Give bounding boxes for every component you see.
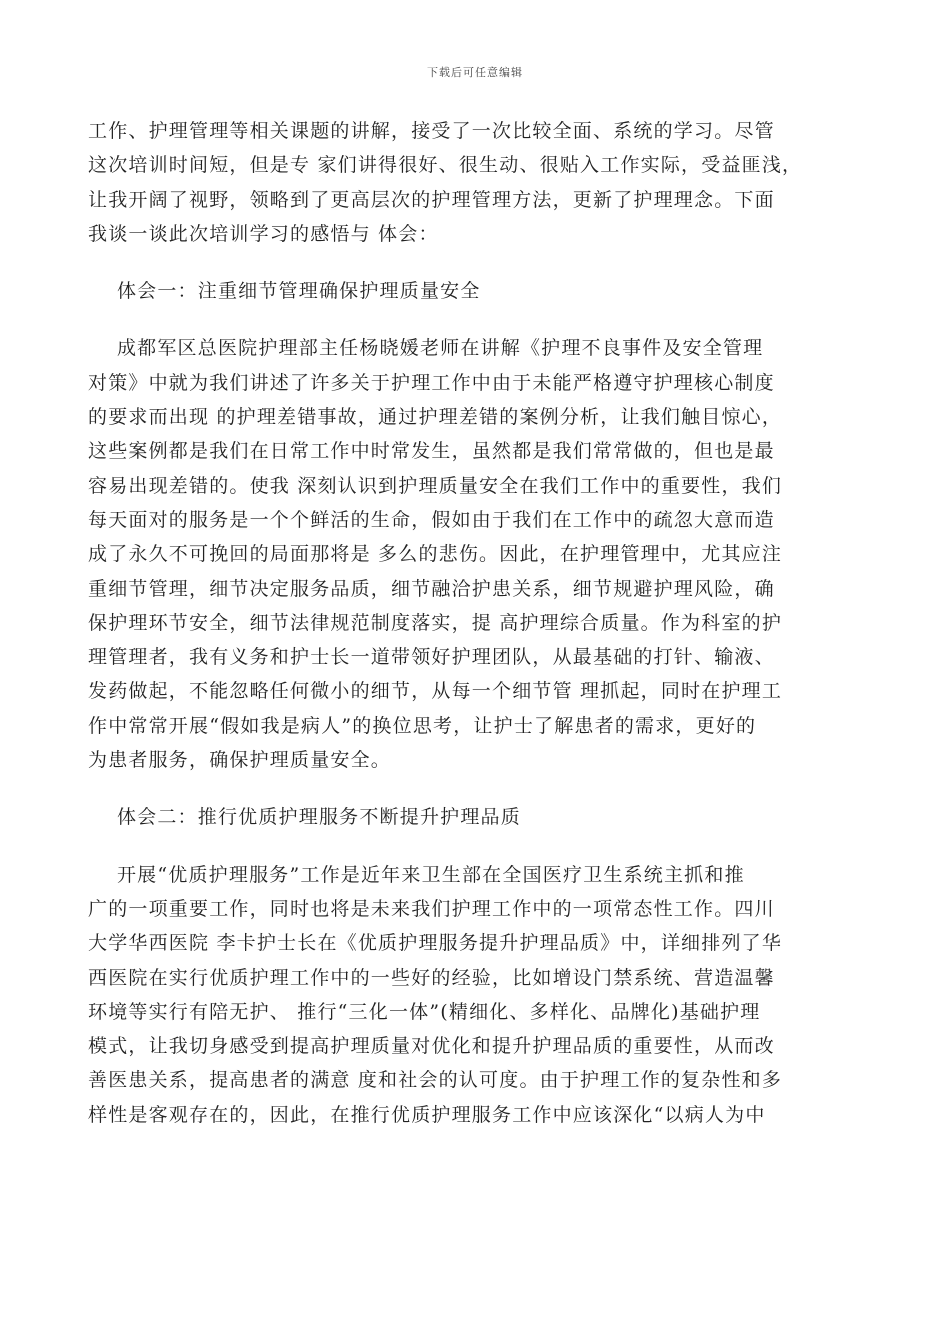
paragraph-spacer bbox=[88, 308, 868, 331]
paragraph-spacer bbox=[88, 251, 868, 274]
paragraph-spacer bbox=[88, 777, 868, 800]
text-line: 对策》中就为我们讲述了许多关于护理工作中由于未能严格遵守护理核心制度 bbox=[88, 371, 775, 394]
text-line: 善医患关系，提高患者的满意 度和社会的认可度。由于护理工作的复杂性和多 bbox=[88, 1069, 783, 1092]
text-line: 开展“优质护理服务”工作是近年来卫生部在全国医疗卫生系统主抓和推 bbox=[88, 863, 745, 886]
text-line: 样性是客观存在的，因此，在推行优质护理服务工作中应该深化“以病人为中 bbox=[88, 1103, 766, 1126]
text-line: 这次培训时间短，但是专 家们讲得很好、很生动、很贴入工作实际，受益匪浅， bbox=[88, 154, 803, 177]
text-line: 模式，让我切身感受到提高护理质量对优化和提升护理品质的重要性，从而改 bbox=[88, 1035, 775, 1058]
document-body bbox=[88, 114, 868, 1132]
text-line: 发药做起，不能忽略任何微小的细节，从每一个细节管 理抓起，同时在护理工 bbox=[88, 680, 783, 703]
text-line: 重细节管理，细节决定服务品质，细节融洽护患关系，细节规避护理风险，确 bbox=[88, 577, 775, 600]
text-line: 工作、护理管理等相关课题的讲解，接受了一次比较全面、系统的学习。尽管 bbox=[88, 120, 775, 142]
section-heading-1 bbox=[88, 274, 868, 308]
text-line: 为患者服务，确保护理质量安全。 bbox=[88, 749, 392, 772]
text-line: 保护理环节安全，细节法律规范制度落实，提 高护理综合质量。作为科室的护 bbox=[88, 611, 783, 634]
text-line: 我谈一谈此次培训学习的感悟与 体会： bbox=[88, 222, 439, 245]
text-line: 成了永久不可挽回的局面那将是 多么的悲伤。因此，在护理管理中，尤其应注 bbox=[88, 543, 783, 566]
text-line: 的要求而出现 的护理差错事故，通过护理差错的案例分析，让我们触目惊心， bbox=[88, 406, 783, 429]
intro-paragraph bbox=[88, 114, 868, 251]
text-line: 这些案例都是我们在日常工作中时常发生，虽然都是我们常常做的，但也是最 bbox=[88, 440, 775, 463]
text-line: 广的一项重要工作，同时也将是未来我们护理工作中的一项常态性工作。四川 bbox=[88, 897, 775, 920]
text-line: 西医院在实行优质护理工作中的一些好的经验，比如增设门禁系统、营造温馨 bbox=[88, 966, 775, 989]
text-line: 让我开阔了视野，领略到了更高层次的护理管理方法，更新了护理理念。下面 bbox=[88, 188, 775, 211]
text-line: 体会二：推行优质护理服务不断提升护理品质 bbox=[88, 806, 521, 829]
text-line: 容易出现差错的。使我 深刻认识到护理质量安全在我们工作中的重要性，我们 bbox=[88, 474, 783, 497]
page-header: 下载后可任意编辑 bbox=[427, 66, 523, 79]
text-line: 环境等实行有陪无护、 推行“三化一体”(精细化、多样化、品牌化)基础护理 bbox=[88, 1000, 761, 1023]
text-line: 理管理者，我有义务和护士长一道带领好护理团队，从最基础的打针、输液、 bbox=[88, 646, 775, 669]
text-line: 大学华西医院 李卡护士长在《优质护理服务提升护理品质》中，详细排列了华 bbox=[88, 932, 783, 955]
text-line: 作中常常开展“假如我是病人”的换位思考，让护士了解患者的需求，更好的 bbox=[88, 714, 757, 737]
section-1-paragraph bbox=[88, 331, 868, 777]
text-line: 体会一：注重细节管理确保护理质量安全 bbox=[88, 280, 481, 303]
paragraph-spacer bbox=[88, 835, 868, 858]
text-line: 每天面对的服务是一个个鲜活的生命，假如由于我们在工作中的疏忽大意而造 bbox=[88, 508, 775, 531]
text-line: 成都军区总医院护理部主任杨晓媛老师在讲解《护理不良事件及安全管理 bbox=[88, 337, 764, 360]
section-2-paragraph bbox=[88, 858, 868, 1132]
section-heading-2 bbox=[88, 800, 868, 834]
